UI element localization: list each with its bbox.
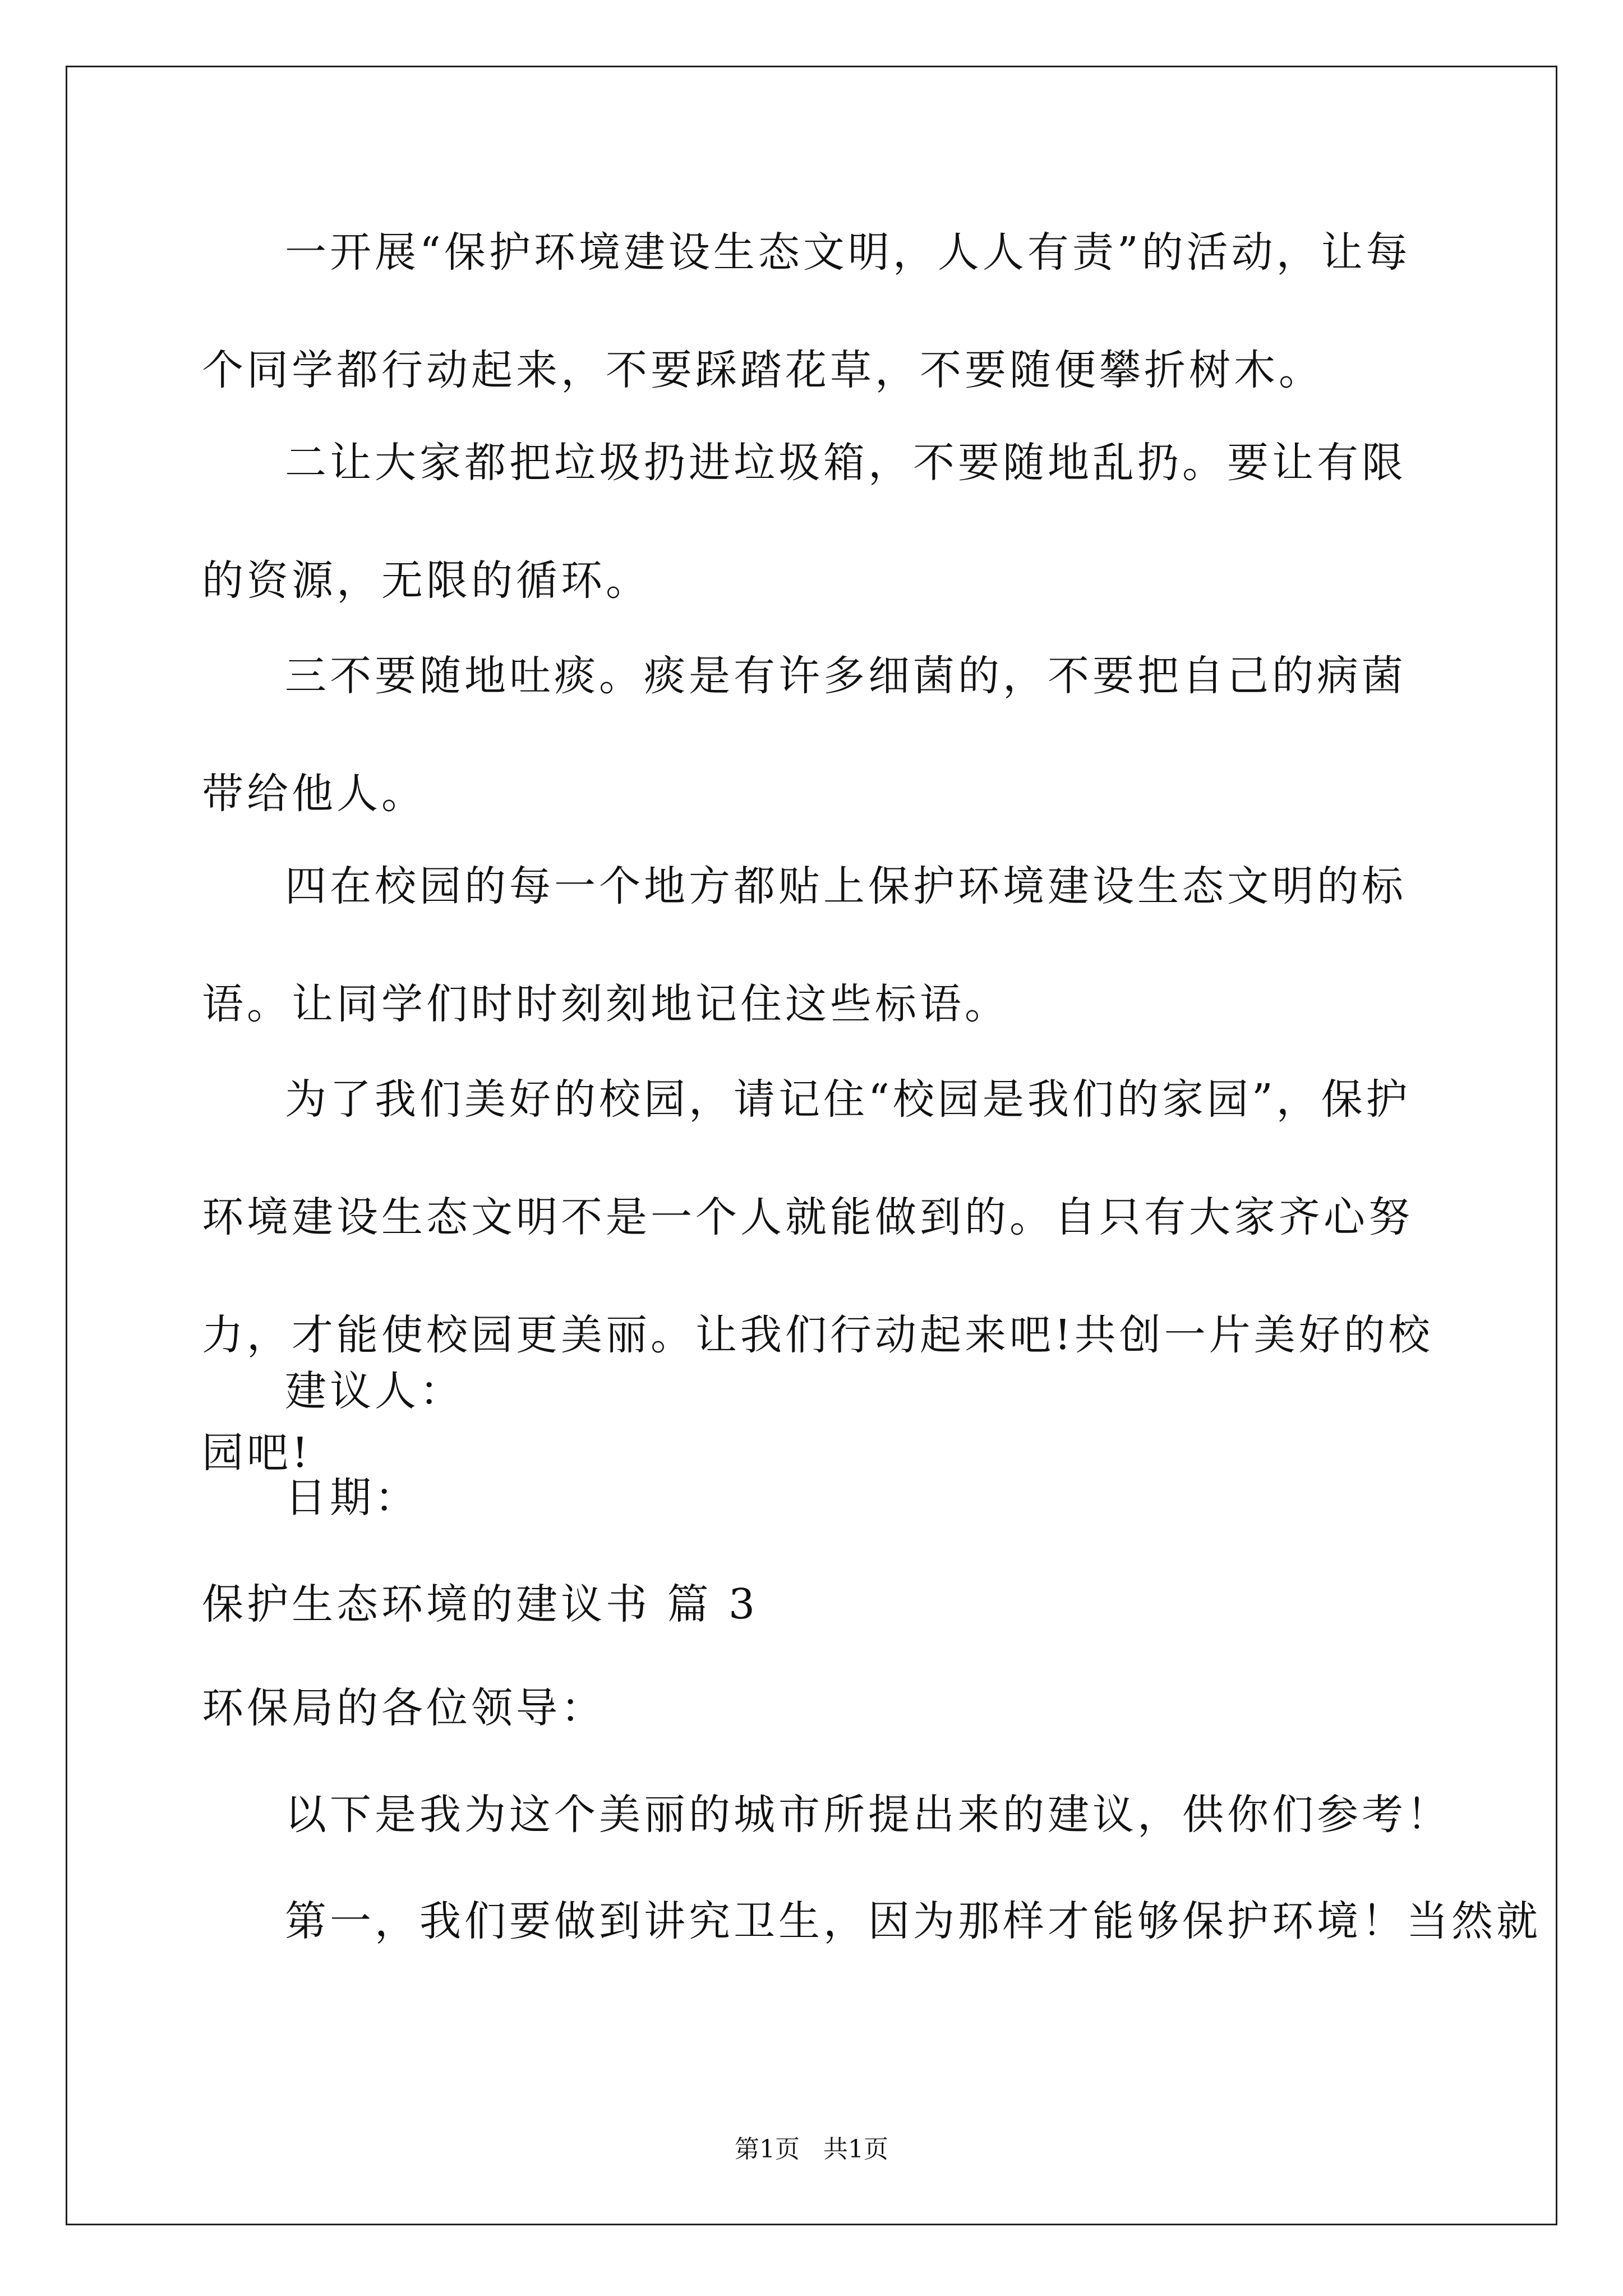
salutation: 环保局的各位领导： <box>202 1684 606 1732</box>
paragraph-4: 四在校园的每一个地方都贴上保护环境建设生态文明的标语。让同学们时时刻刻地记住这些标语。 <box>202 862 1407 1028</box>
proposer-label: 建议人： <box>285 1367 464 1415</box>
body-paragraph-intro: 以下是我为这个美丽的城市所提出来的建议，供你们参考！ <box>285 1791 1451 1839</box>
paragraph-2: 二让大家都把垃圾扔进垃圾箱，不要随地乱扔。要让有限的资源，无限的循环。 <box>202 439 1407 605</box>
body-paragraph-first: 第一，我们要做到讲究卫生，因为那样才能够保护环境！当然就 <box>285 1897 1541 1945</box>
paragraph-3: 三不要随地吐痰。痰是有许多细菌的，不要把自己的病菌带给他人。 <box>202 652 1407 818</box>
date-label: 日期： <box>285 1474 419 1522</box>
paragraph-1: 一开展“保护环境建设生态文明，人人有责”的活动，让每个同学都行动起来，不要踩踏花草，不要随便攀折树木。 <box>202 228 1411 394</box>
section-title: 保护生态环境的建议书 篇 3 <box>202 1580 759 1628</box>
paragraph-5: 为了我们美好的校园，请记住“校园是我们的家园”，保护环境建设生态文明不是一个人就能做到的。自只有大家齐心努力，才能使校园更美丽。让我们行动起来吧!共创一片美好的校园吧! <box>202 1075 1433 1477</box>
page-footer: 第1页 共1页 <box>735 2135 888 2164</box>
